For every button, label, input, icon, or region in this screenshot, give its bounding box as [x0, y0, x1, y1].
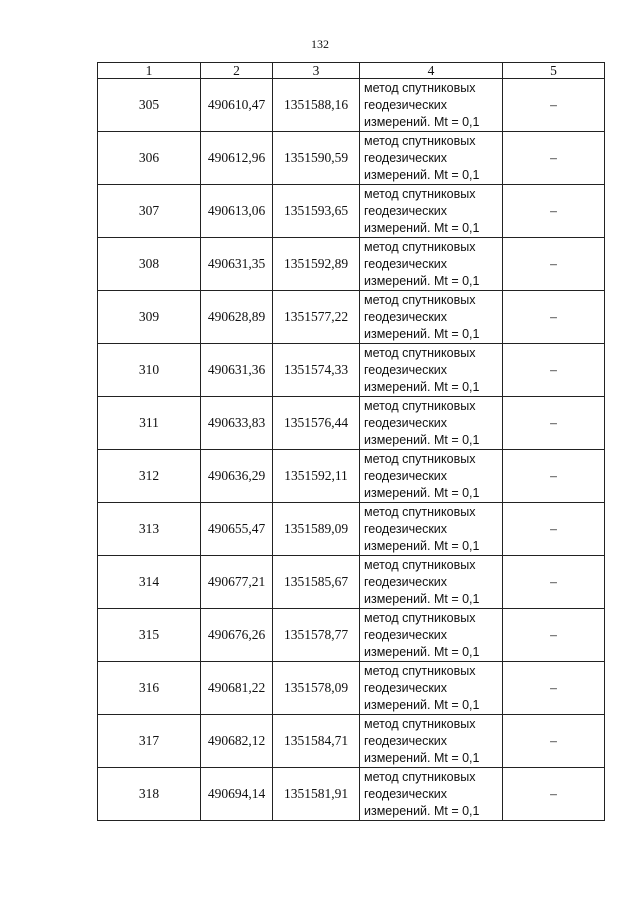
method-cell [360, 768, 503, 821]
y-coordinate-cell: 1351588,16 [273, 79, 360, 132]
method-line: метод спутниковых [364, 292, 476, 307]
point-number-cell: 316 [98, 662, 201, 715]
x-coordinate-cell: 490676,26 [201, 609, 273, 662]
method-line: измерений. Mt = 0,1 [364, 485, 480, 500]
note-cell: – [503, 715, 605, 768]
x-coordinate-cell: 490636,29 [201, 450, 273, 503]
note-cell: – [503, 132, 605, 185]
method-line: метод спутниковых [364, 610, 476, 625]
header-col-5: 5 [503, 63, 605, 79]
method-cell [360, 132, 503, 185]
note-cell: – [503, 79, 605, 132]
point-number-cell: 308 [98, 238, 201, 291]
point-number-cell: 309 [98, 291, 201, 344]
x-coordinate-cell: 490633,83 [201, 397, 273, 450]
method-line: метод спутниковых [364, 186, 476, 201]
x-coordinate-cell: 490655,47 [201, 503, 273, 556]
method-line: геодезических [364, 468, 448, 483]
y-coordinate-cell: 1351581,91 [273, 768, 360, 821]
method-line: метод спутниковых [364, 663, 476, 678]
x-coordinate-cell: 490681,22 [201, 662, 273, 715]
note-cell: – [503, 238, 605, 291]
header-col-2: 2 [201, 63, 273, 79]
x-coordinate-cell: 490628,89 [201, 291, 273, 344]
method-line: геодезических [364, 627, 448, 642]
method-line: геодезических [364, 415, 448, 430]
table-row [98, 609, 605, 662]
point-number-cell: 314 [98, 556, 201, 609]
method-line: метод спутниковых [364, 398, 476, 413]
table-row [98, 662, 605, 715]
table-row [98, 344, 605, 397]
y-coordinate-cell: 1351592,11 [273, 450, 360, 503]
x-coordinate-cell: 490682,12 [201, 715, 273, 768]
point-number-cell: 305 [98, 79, 201, 132]
x-coordinate-cell: 490631,36 [201, 344, 273, 397]
method-line: геодезических [364, 574, 448, 589]
point-number-cell: 313 [98, 503, 201, 556]
point-number-cell: 307 [98, 185, 201, 238]
method-line: измерений. Mt = 0,1 [364, 803, 480, 818]
method-line: измерений. Mt = 0,1 [364, 167, 480, 182]
header-col-4: 4 [360, 63, 503, 79]
method-line: измерений. Mt = 0,1 [364, 220, 480, 235]
method-line: измерений. Mt = 0,1 [364, 750, 480, 765]
method-line: геодезических [364, 203, 448, 218]
method-line: геодезических [364, 309, 448, 324]
method-cell [360, 79, 503, 132]
method-cell [360, 662, 503, 715]
table-row [98, 397, 605, 450]
y-coordinate-cell: 1351578,09 [273, 662, 360, 715]
note-cell: – [503, 185, 605, 238]
point-number-cell: 318 [98, 768, 201, 821]
method-line: измерений. Mt = 0,1 [364, 644, 480, 659]
method-line: геодезических [364, 97, 448, 112]
method-cell [360, 397, 503, 450]
table-row [98, 238, 605, 291]
method-line: метод спутниковых [364, 239, 476, 254]
table-header-row [98, 63, 605, 79]
x-coordinate-cell: 490631,35 [201, 238, 273, 291]
x-coordinate-cell: 490612,96 [201, 132, 273, 185]
y-coordinate-cell: 1351593,65 [273, 185, 360, 238]
method-line: геодезических [364, 786, 448, 801]
method-line: геодезических [364, 680, 448, 695]
note-cell: – [503, 609, 605, 662]
point-number-cell: 315 [98, 609, 201, 662]
x-coordinate-cell: 490694,14 [201, 768, 273, 821]
table-row [98, 715, 605, 768]
method-cell [360, 450, 503, 503]
note-cell: – [503, 662, 605, 715]
method-line: измерений. Mt = 0,1 [364, 432, 480, 447]
y-coordinate-cell: 1351576,44 [273, 397, 360, 450]
y-coordinate-cell: 1351589,09 [273, 503, 360, 556]
table-row [98, 291, 605, 344]
x-coordinate-cell: 490677,21 [201, 556, 273, 609]
method-cell [360, 185, 503, 238]
note-cell: – [503, 397, 605, 450]
note-cell: – [503, 450, 605, 503]
method-line: измерений. Mt = 0,1 [364, 538, 480, 553]
y-coordinate-cell: 1351585,67 [273, 556, 360, 609]
method-line: измерений. Mt = 0,1 [364, 697, 480, 712]
point-number-cell: 311 [98, 397, 201, 450]
note-cell: – [503, 768, 605, 821]
table-row [98, 450, 605, 503]
point-number-cell: 306 [98, 132, 201, 185]
method-line: метод спутниковых [364, 716, 476, 731]
method-line: метод спутниковых [364, 80, 476, 95]
method-line: измерений. Mt = 0,1 [364, 273, 480, 288]
x-coordinate-cell: 490613,06 [201, 185, 273, 238]
table-row [98, 132, 605, 185]
method-line: геодезических [364, 362, 448, 377]
y-coordinate-cell: 1351590,59 [273, 132, 360, 185]
y-coordinate-cell: 1351577,22 [273, 291, 360, 344]
table-row [98, 79, 605, 132]
method-cell [360, 291, 503, 344]
method-cell [360, 503, 503, 556]
method-line: измерений. Mt = 0,1 [364, 326, 480, 341]
y-coordinate-cell: 1351592,89 [273, 238, 360, 291]
note-cell: – [503, 291, 605, 344]
method-line: измерений. Mt = 0,1 [364, 591, 480, 606]
x-coordinate-cell: 490610,47 [201, 79, 273, 132]
note-cell: – [503, 556, 605, 609]
method-line: измерений. Mt = 0,1 [364, 114, 480, 129]
y-coordinate-cell: 1351578,77 [273, 609, 360, 662]
method-cell [360, 715, 503, 768]
note-cell: – [503, 503, 605, 556]
method-cell [360, 556, 503, 609]
point-number-cell: 312 [98, 450, 201, 503]
method-line: измерений. Mt = 0,1 [364, 379, 480, 394]
table-row [98, 185, 605, 238]
y-coordinate-cell: 1351584,71 [273, 715, 360, 768]
point-number-cell: 310 [98, 344, 201, 397]
method-line: метод спутниковых [364, 345, 476, 360]
method-line: метод спутниковых [364, 451, 476, 466]
method-line: геодезических [364, 733, 448, 748]
table-row [98, 556, 605, 609]
method-line: метод спутниковых [364, 133, 476, 148]
y-coordinate-cell: 1351574,33 [273, 344, 360, 397]
table-row [98, 768, 605, 821]
note-cell: – [503, 344, 605, 397]
coordinates-table [97, 62, 605, 821]
method-line: геодезических [364, 150, 448, 165]
method-line: метод спутниковых [364, 504, 476, 519]
method-line: метод спутниковых [364, 769, 476, 784]
header-col-1: 1 [98, 63, 201, 79]
method-line: метод спутниковых [364, 557, 476, 572]
header-col-3: 3 [273, 63, 360, 79]
method-line: геодезических [364, 521, 448, 536]
page-number: 132 [311, 37, 329, 51]
method-cell [360, 238, 503, 291]
table-body [98, 79, 605, 821]
table-row [98, 503, 605, 556]
method-line: геодезических [364, 256, 448, 271]
method-cell [360, 609, 503, 662]
point-number-cell: 317 [98, 715, 201, 768]
method-cell [360, 344, 503, 397]
